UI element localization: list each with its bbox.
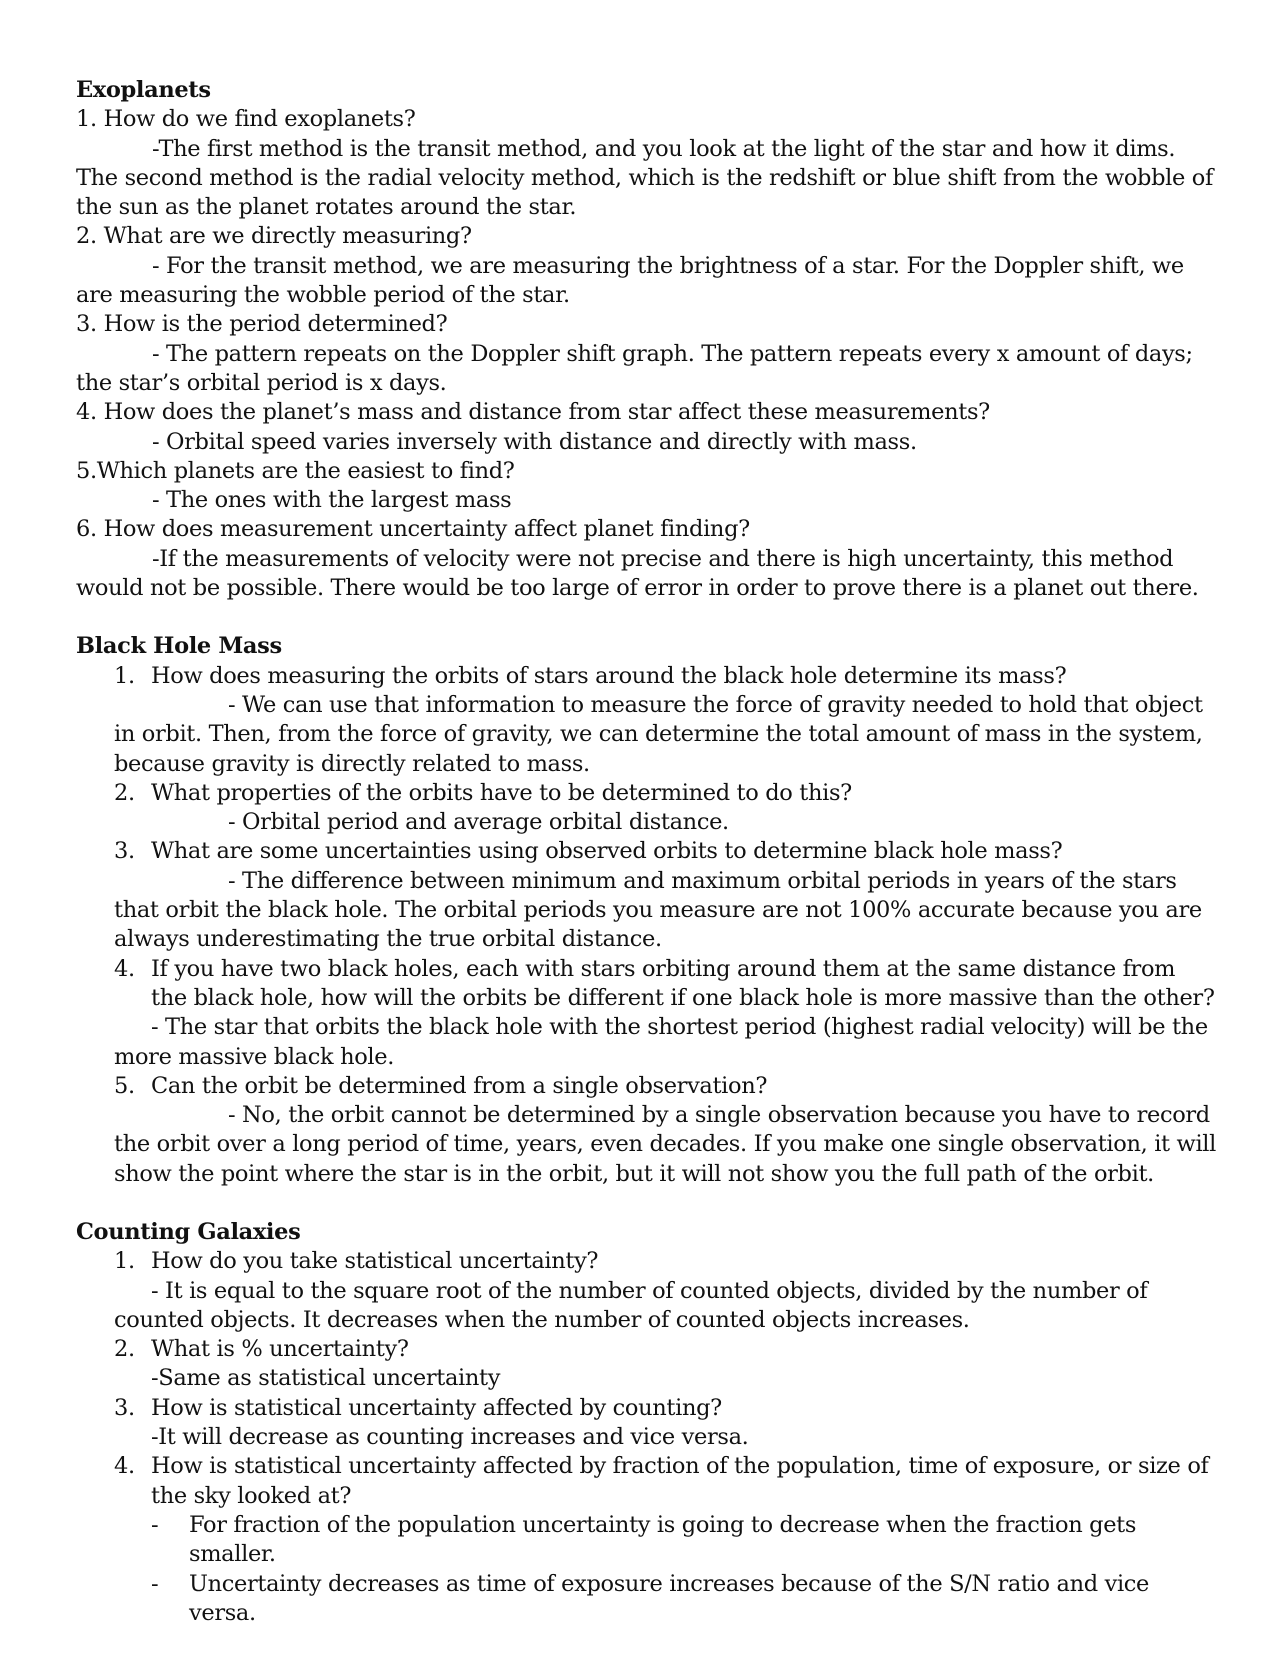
answer: - It is equal to the square root of the number of counted objects, divided by the number of counted objects. It decreases when the number of counted objects increases.: [114, 1277, 1148, 1333]
list-item: [76, 955, 1216, 1014]
item-number: 3.: [114, 1394, 135, 1421]
answer: - We can use that information to measure the force of gravity needed to hold that object in orbit. Then, from the force of gravity, we can determine the total amount of mass in the system, because gravity is directly related to mass.: [114, 691, 1203, 777]
section-heading: Counting Galaxies: [76, 1218, 301, 1245]
section-gap: [76, 1189, 1216, 1218]
list-item: [76, 1335, 1216, 1364]
question: 4. How does the planet’s mass and distance from star affect these measurements?: [76, 399, 990, 426]
item-number: 3.: [114, 838, 135, 865]
answer: - Orbital period and average orbital distance.: [228, 809, 729, 836]
item-number: 2.: [114, 1336, 135, 1363]
question: If you have two black holes, each with stars orbiting around them at the same distance from the black hole, how will the orbits be different if one black hole is more massive than the other?: [151, 955, 1215, 1011]
question: How is statistical uncertainty affected by fraction of the population, time of exposure, or size of the sky looked at?: [151, 1453, 1209, 1509]
answer: -The first method is the transit method, and you look at the light of the star and how it dims. The second method is the radial velocity method, which is the redshift or blue shift from the wobble of the sun as the planet rotates around the star.: [76, 135, 1213, 221]
question: How is statistical uncertainty affected by counting?: [151, 1394, 722, 1421]
question: 3. How is the period determined?: [76, 311, 448, 338]
list-item: [76, 1394, 1216, 1423]
list-item: [76, 1452, 1216, 1511]
bullet-item: [76, 1511, 1216, 1570]
list-item: [76, 1072, 1216, 1101]
item-number: 2.: [114, 779, 135, 806]
question: How does measuring the orbits of stars around the black hole determine its mass?: [151, 662, 1067, 689]
bullet-dash: -: [151, 1570, 159, 1597]
answer: - No, the orbit cannot be determined by a single observation because you have to record the orbit over a long period of time, years, even decades. If you make one single observation, it will show the point where the star is in the orbit, but it will not show you the full path of the orbit.: [114, 1102, 1216, 1187]
section-heading: Exoplanets: [76, 77, 211, 103]
list-item: [76, 837, 1216, 866]
item-number: 5.: [114, 1072, 135, 1099]
question: 5.Which planets are the easiest to find?: [76, 457, 515, 484]
section-black-hole-mass: [76, 632, 1216, 1189]
section-exoplanets: [76, 76, 1216, 603]
item-number: 4.: [114, 955, 135, 982]
question: 2. What are we directly measuring?: [76, 223, 472, 250]
item-number: 1.: [114, 1248, 135, 1275]
list-item: [76, 779, 1216, 808]
bullet-item: [76, 1570, 1216, 1629]
question: Can the orbit be determined from a single observation?: [151, 1072, 768, 1099]
bullet-dash: -: [151, 1511, 159, 1538]
document-page: [76, 76, 1216, 1628]
section-heading: Black Hole Mass: [76, 633, 282, 660]
answer: -Same as statistical uncertainty: [151, 1365, 501, 1392]
question: What is % uncertainty?: [151, 1336, 409, 1363]
answer: - The ones with the largest mass: [152, 487, 512, 514]
list-item: [76, 662, 1216, 691]
question: How do you take statistical uncertainty?: [151, 1248, 599, 1275]
item-number: 1.: [114, 662, 135, 689]
section-gap: [76, 603, 1216, 632]
question: 1. How do we find exoplanets?: [76, 106, 416, 133]
answer: -It will decrease as counting increases and vice versa.: [151, 1424, 749, 1451]
section-counting-galaxies: [76, 1218, 1216, 1628]
answer: - The star that orbits the black hole with the shortest period (highest radial velocity) will be the more massive black hole.: [114, 1014, 1208, 1070]
list-item: [76, 1247, 1216, 1276]
answer: - The difference between minimum and maximum orbital periods in years of the stars that orbit the black hole. The orbital periods you measure are not 100% accurate because you are always underestimating the true orbital distance.: [114, 867, 1202, 953]
answer: -If the measurements of velocity were not precise and there is high uncertainty, this method would not be possible. There would be too large of error in order to prove there is a planet out there.: [76, 545, 1199, 602]
bullet-text: Uncertainty decreases as time of exposure increases because of the S/N ratio and vice versa.: [189, 1570, 1150, 1626]
bullet-text: For fraction of the population uncertainty is going to decrease when the fraction gets smaller.: [189, 1511, 1137, 1568]
answer: - Orbital speed varies inversely with distance and directly with mass.: [152, 428, 917, 455]
question: What properties of the orbits have to be determined to do this?: [151, 779, 852, 806]
answer: - For the transit method, we are measuring the brightness of a star. For the Doppler shift, we are measuring the wobble period of the star.: [76, 252, 1184, 309]
item-number: 4.: [114, 1453, 135, 1480]
answer: - The pattern repeats on the Doppler shift graph. The pattern repeats every x amount of days; the star’s orbital period is x days.: [76, 340, 1193, 396]
question: What are some uncertainties using observed orbits to determine black hole mass?: [151, 838, 1063, 865]
question: 6. How does measurement uncertainty affect planet finding?: [76, 516, 750, 543]
